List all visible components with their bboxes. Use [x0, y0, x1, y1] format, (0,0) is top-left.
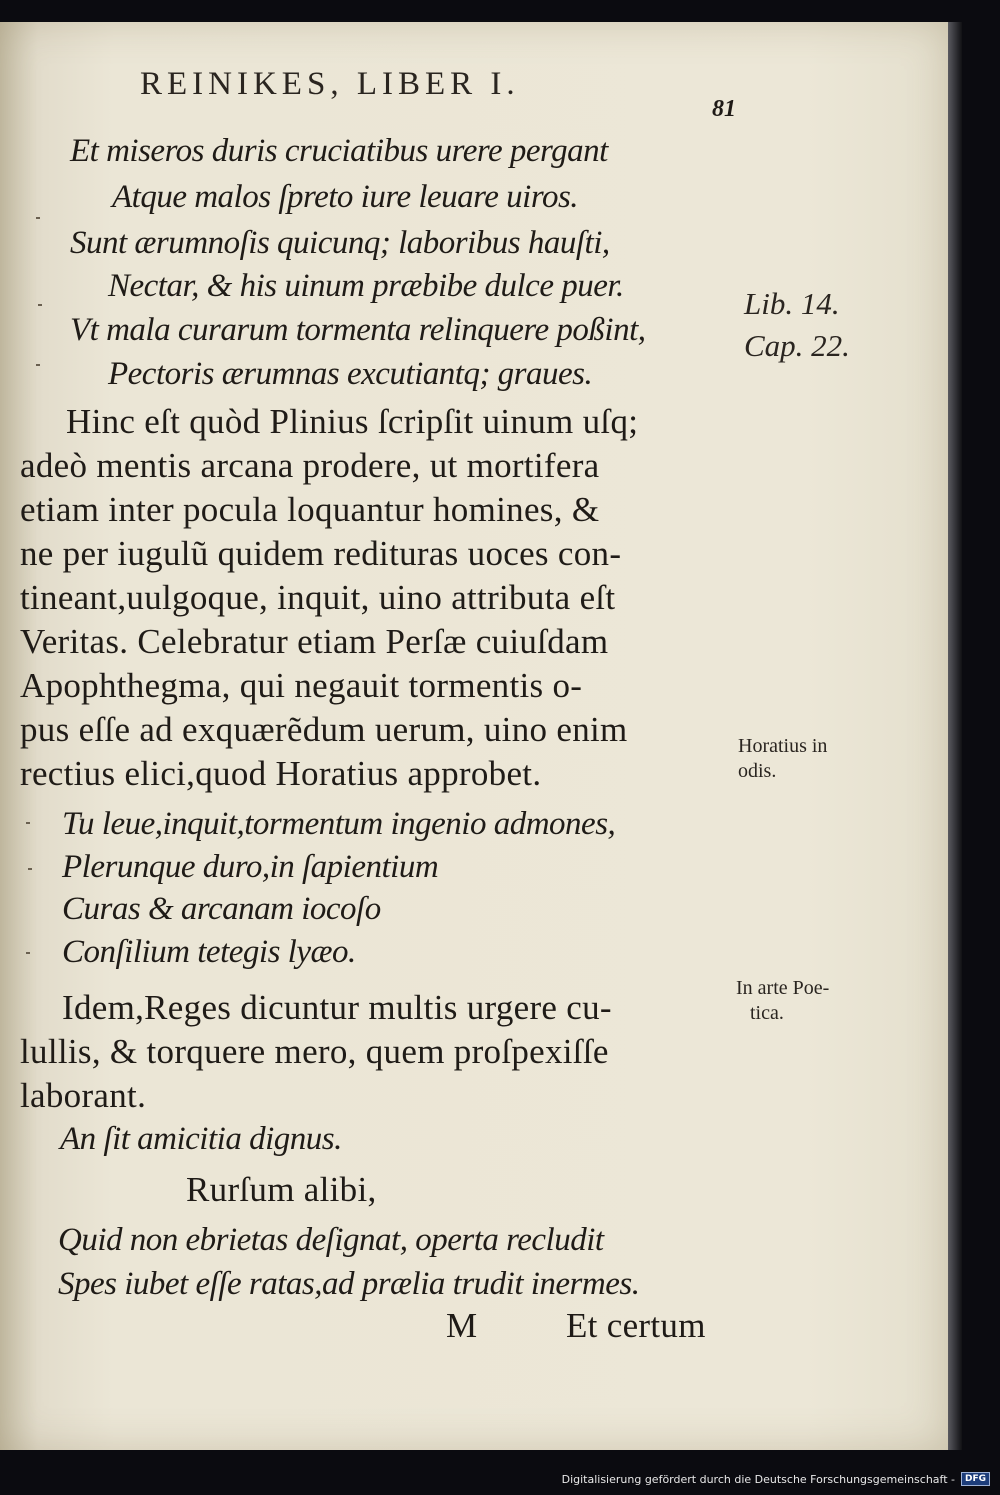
speck: [36, 364, 40, 366]
speck: [26, 952, 30, 954]
folio-number: 81: [712, 96, 736, 122]
dfg-logo: DFG: [961, 1472, 990, 1486]
prose-line: ne per iugulũ quidem redituras uoces con-: [20, 534, 622, 573]
signature-mark: M: [446, 1306, 478, 1345]
verse-line: Quid non ebrietas deſignat, operta recludit: [58, 1222, 604, 1258]
verse-line: Spes iubet eſſe ratas,ad prælia trudit inermes.: [58, 1266, 640, 1302]
prose-line: adeò mentis arcana prodere, ut mortifera: [20, 446, 600, 485]
footer-credit: Digitalisierung gefördert durch die Deutsche Forschungsgemeinschaft -: [561, 1472, 955, 1486]
margin-note-horatius: odis.: [738, 760, 777, 782]
prose-line: etiam inter pocula loquantur homines, &: [20, 490, 600, 529]
verse-line: Curas & arcanam iocoſo: [62, 891, 381, 927]
verse-line: Plerunque duro,in ſapientium: [62, 849, 439, 885]
margin-note-lib: Lib. 14.: [744, 286, 840, 321]
catchword: Et certum: [566, 1306, 706, 1345]
prose-line: Apophthegma, qui negauit tormentis o-: [20, 666, 583, 705]
verse-line: Et miseros duris cruciatibus urere pergant: [70, 133, 608, 169]
margin-note-arte: In arte Poe-: [736, 977, 830, 999]
digitization-footer: [562, 1470, 990, 1488]
book-page: [0, 22, 948, 1450]
prose-line: tineant,uulgoque, inquit, uino attributa eſt: [20, 578, 616, 617]
page-edge-shadow: [948, 22, 962, 1450]
prose-line: lullis, & torquere mero, quem proſpexiſſe: [20, 1032, 609, 1071]
verse-line: Sunt ærumnoſis quicunq; laboribus hauſti,: [70, 225, 610, 261]
verse-line: An ſit amicitia dignus.: [60, 1121, 342, 1157]
prose-line: rectius elici,quod Horatius approbet.: [20, 754, 542, 793]
prose-line: Idem,Reges dicuntur multis urgere cu-: [62, 988, 612, 1027]
verse-line: Vt mala curarum tormenta relinquere poßint,: [70, 312, 646, 348]
verse-line: Tu leue,inquit,tormentum ingenio admones,: [62, 806, 616, 842]
prose-line: Veritas. Celebratur etiam Perſæ cuiuſdam: [20, 622, 609, 661]
margin-note-arte: tica.: [750, 1002, 784, 1024]
running-head: REINIKES, LIBER I.: [140, 66, 520, 102]
speck: [36, 217, 40, 219]
verse-line: Nectar, & his uinum præbibe dulce puer.: [108, 268, 624, 304]
margin-note-horatius: Horatius in: [738, 735, 828, 757]
prose-line: Hinc eſt quòd Plinius ſcripſit uinum uſq;: [66, 402, 639, 441]
verse-line: Pectoris ærumnas excutiantq; graues.: [108, 356, 593, 392]
prose-line: pus eſſe ad exquærẽdum uerum, uino enim: [20, 710, 628, 749]
speck: [26, 822, 30, 824]
verse-line: Conſilium tetegis lyæo.: [62, 934, 356, 970]
margin-note-cap: Cap. 22.: [744, 328, 850, 363]
prose-line: laborant.: [20, 1076, 147, 1115]
rursum-line: Rurſum alibi,: [186, 1170, 377, 1209]
speck: [28, 868, 32, 870]
verse-line: Atque malos ſpreto iure leuare uiros.: [112, 179, 579, 215]
speck: [38, 304, 42, 306]
